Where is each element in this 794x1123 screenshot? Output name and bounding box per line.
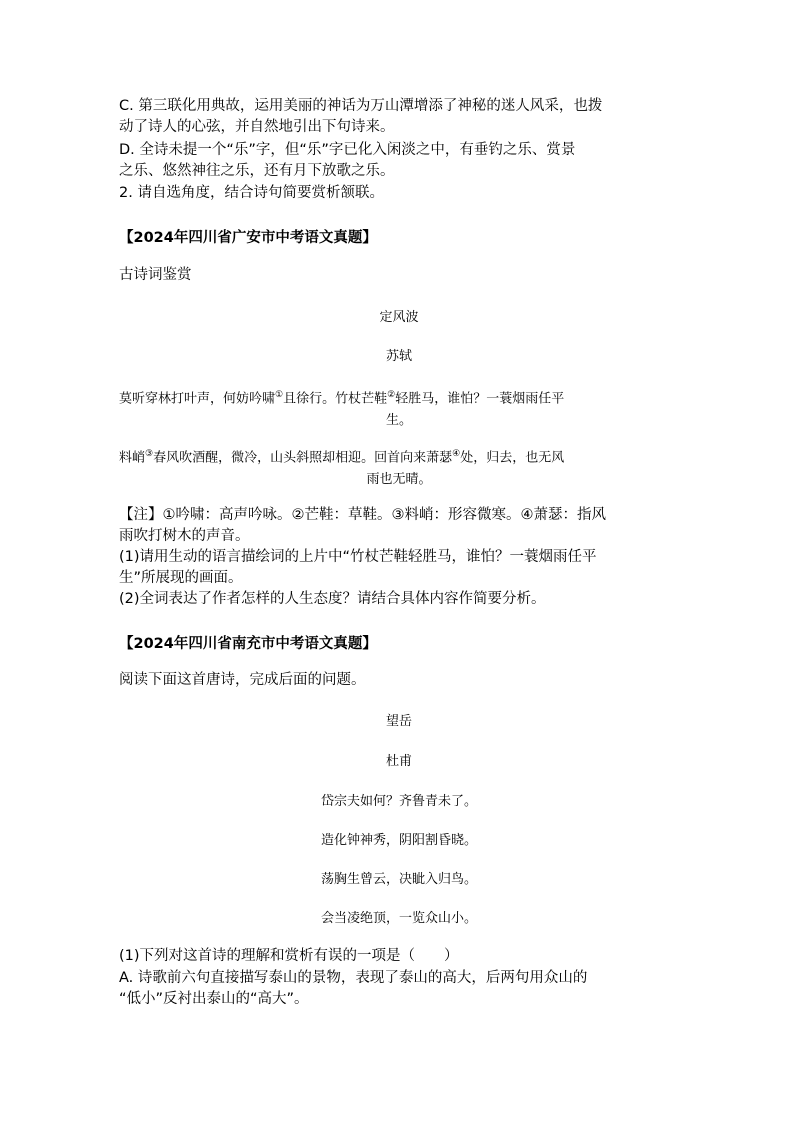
note-marker-1: ① <box>275 390 284 400</box>
stanza1-text-c: 轻胜马，谁怕？一蓑烟雨任平 <box>395 391 565 407</box>
note-marker-2: ② <box>387 390 396 400</box>
poem-line-2: 造化钟神秀，阴阳割昏晓。 <box>320 833 477 848</box>
poem-line-4: 会当凌绝顶，一览众山小。 <box>320 911 477 926</box>
poem-line-3: 荡胸生曾云，决眦入归鸟。 <box>320 872 477 887</box>
poem-title-dingfengbo: 定风波 <box>379 310 419 325</box>
poem-title-wangyue: 望岳 <box>385 714 412 729</box>
poem-author-sushi: 苏轼 <box>385 349 412 364</box>
question-2-guangan: (2)全词表达了作者怎样的人生态度？请结合具体内容作简要分析。 <box>119 591 546 607</box>
annotation-notes <box>119 505 679 547</box>
notes-line2: 雨吹打树木的声音。 <box>119 528 250 544</box>
stanza2-text-b: 春风吹酒醒，微冷，山头斜照却相迎。回首向来萧瑟 <box>153 450 453 466</box>
option-a-line1: A. 诗歌前六句直接描写泰山的景物，表现了泰山的高大，后两句用众山的 <box>119 970 588 986</box>
section-intro-nanchong: 阅读下面这首唐诗，完成后面的问题。 <box>119 672 366 688</box>
poem-author-dufu: 杜甫 <box>385 754 412 769</box>
option-d <box>119 140 679 182</box>
stanza2-text-c: 处，归去，也无风 <box>460 450 565 466</box>
section-heading-guangan: 【2024年四川省广安市中考语文真题】 <box>119 230 377 246</box>
section-heading-nanchong: 【2024年四川省南充市中考语文真题】 <box>119 636 377 652</box>
poem-line-1: 岱宗夫如何？齐鲁青未了。 <box>320 794 477 809</box>
notes-line1: 【注】①吟啸：高声吟咏。②芒鞋：草鞋。③料峭：形容微寒。④萧瑟：指风 <box>119 507 606 523</box>
stanza2-text-a: 料峭 <box>119 450 146 466</box>
question-2: 2. 请自选角度，结合诗句简要赏析颔联。 <box>119 185 384 201</box>
section-intro-guangan: 古诗词鉴赏 <box>119 267 192 283</box>
question-1-nanchong: (1)下列对这首诗的理解和赏析有误的一项是（ ） <box>119 948 459 964</box>
stanza1-text-b: 且徐行。竹杖芒鞋 <box>283 391 388 407</box>
option-c-line1: C. 第三联化用典故，运用美丽的神话为万山潭增添了神秘的迷人风采，也拨 <box>119 98 603 114</box>
stanza2-text-d: 雨也无晴。 <box>366 472 432 488</box>
question-1-guangan <box>119 547 679 589</box>
q1-line1: (1)请用生动的语言描绘词的上片中“竹杖芒鞋轻胜马，谁怕？一蓑烟雨任平 <box>119 549 597 565</box>
option-a-line2: “低小”反衬出泰山的“高大”。 <box>119 991 309 1007</box>
stanza1-text-a: 莫听穿林打叶声，何妨吟啸 <box>119 391 276 407</box>
option-c <box>119 96 679 138</box>
note-marker-4: ④ <box>452 449 461 459</box>
q1-line2: 生”所展现的画面。 <box>119 570 243 586</box>
stanza1-text-d: 生。 <box>385 413 412 429</box>
poem-stanza-1 <box>119 384 679 432</box>
option-a <box>119 968 679 1010</box>
note-marker-3: ③ <box>145 449 154 459</box>
option-d-line2: 之乐、悠然神往之乐，还有月下放歌之乐。 <box>119 163 395 179</box>
option-c-line2: 动了诗人的心弦，并自然地引出下句诗来。 <box>119 119 395 135</box>
poem-stanza-2 <box>119 443 679 491</box>
option-d-line1: D. 全诗未提一个“乐”字，但“乐”字已化入闲淡之中，有垂钓之乐、赏景 <box>119 142 576 158</box>
